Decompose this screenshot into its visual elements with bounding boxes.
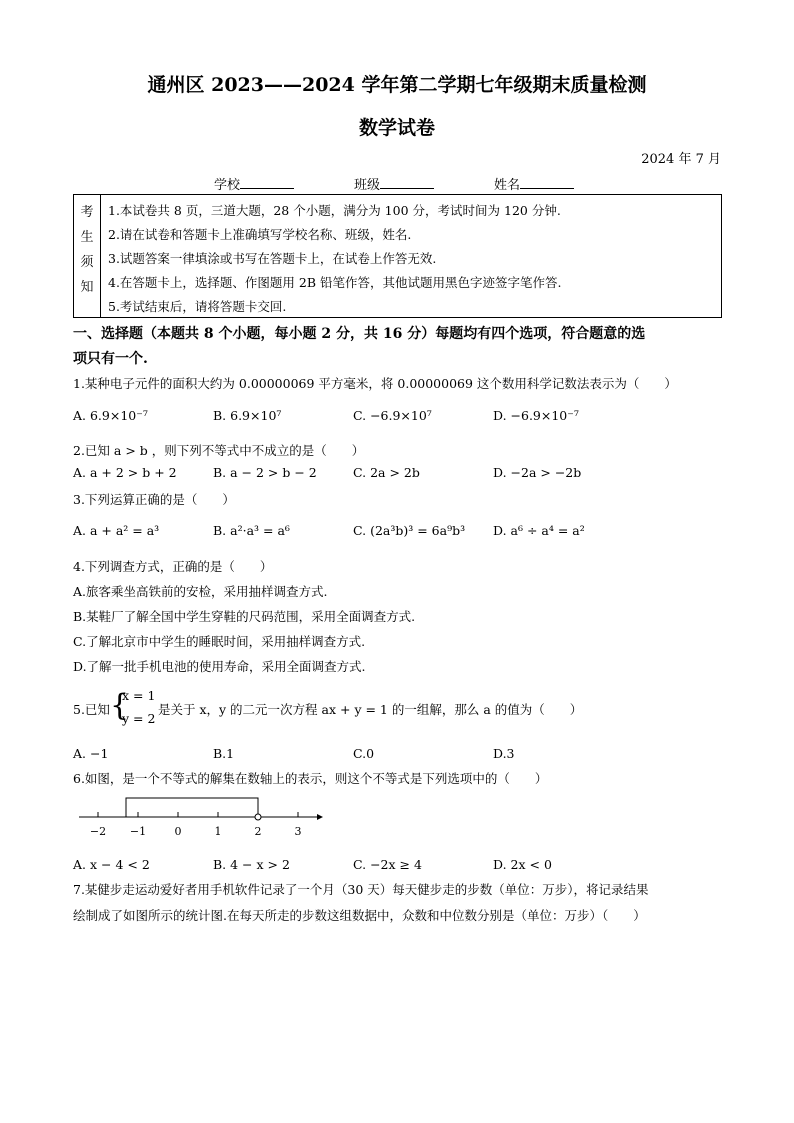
q1-option-d[interactable]: D. −6.9×10⁻⁷ bbox=[493, 408, 579, 423]
page-subtitle: 数学试卷 bbox=[358, 117, 435, 139]
q5-option-b[interactable]: B.1 bbox=[213, 746, 235, 761]
q6-option-a[interactable]: A. x − 4 < 2 bbox=[73, 857, 150, 872]
q5-option-d[interactable]: D.3 bbox=[493, 746, 515, 761]
q2-option-b[interactable]: B. a − 2 > b − 2 bbox=[213, 465, 317, 480]
notice-item: 4.在答题卡上，选择题、作图题用 2B 铅笔作答，其他试题用黑色字迹签字笔作答. bbox=[108, 275, 562, 290]
tick-label: 2 bbox=[254, 825, 262, 838]
name-blank[interactable] bbox=[520, 176, 574, 189]
notice-heading-char: 知 bbox=[80, 280, 94, 295]
number-line-figure bbox=[73, 790, 333, 840]
exam-notice-box bbox=[73, 194, 722, 318]
notice-item: 3.试题答案一律填涂或书写在答题卡上，在试卷上作答无效. bbox=[108, 251, 437, 266]
q2-option-c[interactable]: C. 2a > 2b bbox=[353, 465, 420, 480]
q3-option-b[interactable]: B. a²·a³ = a⁶ bbox=[213, 523, 290, 538]
q2-option-d[interactable]: D. −2a > −2b bbox=[493, 465, 582, 480]
q1-option-a[interactable]: A. 6.9×10⁻⁷ bbox=[73, 408, 148, 423]
class-blank[interactable] bbox=[380, 176, 434, 189]
question-3-stem: 3.下列运算正确的是（ ） bbox=[73, 492, 235, 507]
system-equation-1: x = 1 bbox=[122, 688, 156, 703]
notice-heading bbox=[74, 195, 101, 317]
q4-option-b[interactable]: B.某鞋厂了解全国中学生穿鞋的尺码范围，采用全面调查方式. bbox=[73, 609, 416, 624]
notice-heading-char: 须 bbox=[80, 255, 94, 270]
q4-option-a[interactable]: A.旅客乘坐高铁前的安检，采用抽样调查方式. bbox=[73, 584, 328, 599]
question-5-prefix: 5.已知 bbox=[73, 702, 110, 717]
exam-date: 2024 年 7 月 bbox=[641, 152, 721, 167]
brace-icon: { bbox=[110, 688, 130, 723]
class-label: 班级 bbox=[354, 178, 381, 193]
system-equation-2: y = 2 bbox=[122, 711, 156, 726]
q6-option-b[interactable]: B. 4 − x > 2 bbox=[213, 857, 290, 872]
question-1-stem: 1.某种电子元件的面积大约为 0.00000069 平方毫米，将 0.00000069 这个数用科学记数法表示为（ ） bbox=[73, 376, 677, 391]
notice-item: 5.考试结束后，请将答题卡交回. bbox=[108, 299, 287, 314]
tick-label: 3 bbox=[294, 825, 302, 838]
q3-option-c[interactable]: C. (2a³b)³ = 6a⁹b³ bbox=[353, 523, 466, 538]
school-field[interactable] bbox=[214, 174, 294, 193]
notice-item: 1.本试卷共 8 页，三道大题，28 个小题，满分为 100 分，考试时间为 120 分钟. bbox=[108, 203, 561, 218]
page-title: 通州区 2023——2024 学年第二学期七年级期末质量检测 bbox=[147, 74, 647, 96]
open-endpoint-icon bbox=[255, 814, 261, 820]
tick-label: 0 bbox=[174, 825, 182, 838]
question-7-stem: 7.某健步走运动爱好者用手机软件记录了一个月（30 天）每天健步走的步数（单位：万步），将记录结果 bbox=[73, 882, 649, 897]
notice-heading-char: 考 bbox=[80, 205, 94, 220]
q5-option-a[interactable]: A. −1 bbox=[73, 746, 109, 761]
class-field[interactable] bbox=[354, 174, 434, 193]
notice-heading-char: 生 bbox=[80, 230, 94, 245]
tick-label: −2 bbox=[89, 825, 107, 838]
axis-arrow-icon bbox=[317, 814, 323, 820]
q6-option-c[interactable]: C. −2x ≥ 4 bbox=[353, 857, 422, 872]
q1-option-b[interactable]: B. 6.9×10⁷ bbox=[213, 408, 282, 423]
notice-item: 2.请在试卷和答题卡上准确填写学校名称、班级，姓名. bbox=[108, 227, 412, 242]
solution-set-bracket bbox=[126, 798, 258, 817]
q3-option-a[interactable]: A. a + a² = a³ bbox=[73, 523, 160, 538]
question-6-stem: 6.如图，是一个不等式的解集在数轴上的表示，则这个不等式是下列选项中的（ ） bbox=[73, 771, 548, 786]
name-label: 姓名 bbox=[494, 178, 521, 193]
q5-option-c[interactable]: C.0 bbox=[353, 746, 375, 761]
q3-option-d[interactable]: D. a⁶ ÷ a⁴ = a² bbox=[493, 523, 585, 538]
school-label: 学校 bbox=[214, 178, 241, 193]
section-heading: 一、选择题（本题共 8 个小题，每小题 2 分，共 16 分）每题均有四个选项，符合题意的选 bbox=[73, 326, 646, 342]
question-2-stem: 2.已知 a > b ，则下列不等式中不成立的是（ ） bbox=[73, 443, 365, 458]
q4-option-d[interactable]: D.了解一批手机电池的使用寿命，采用全面调查方式. bbox=[73, 659, 366, 674]
question-4-stem: 4.下列调查方式，正确的是（ ） bbox=[73, 559, 273, 574]
tick-label: −1 bbox=[129, 825, 147, 838]
q6-option-d[interactable]: D. 2x < 0 bbox=[493, 857, 552, 872]
section-heading-cont: 项只有一个. bbox=[73, 351, 148, 367]
q2-option-a[interactable]: A. a + 2 > b + 2 bbox=[73, 465, 177, 480]
question-5-stem: 是关于 x，y 的二元一次方程 ax + y = 1 的一组解，那么 a 的值为（ ） bbox=[158, 702, 583, 717]
school-blank[interactable] bbox=[240, 176, 294, 189]
q1-option-c[interactable]: C. −6.9×10⁷ bbox=[353, 408, 432, 423]
name-field[interactable] bbox=[494, 174, 574, 193]
question-7-stem-cont: 绘制成了如图所示的统计图.在每天所走的步数这组数据中，众数和中位数分别是（单位：万步）（ ） bbox=[73, 908, 646, 923]
q4-option-c[interactable]: C.了解北京市中学生的睡眠时间，采用抽样调查方式. bbox=[73, 634, 366, 649]
tick-label: 1 bbox=[214, 825, 222, 838]
